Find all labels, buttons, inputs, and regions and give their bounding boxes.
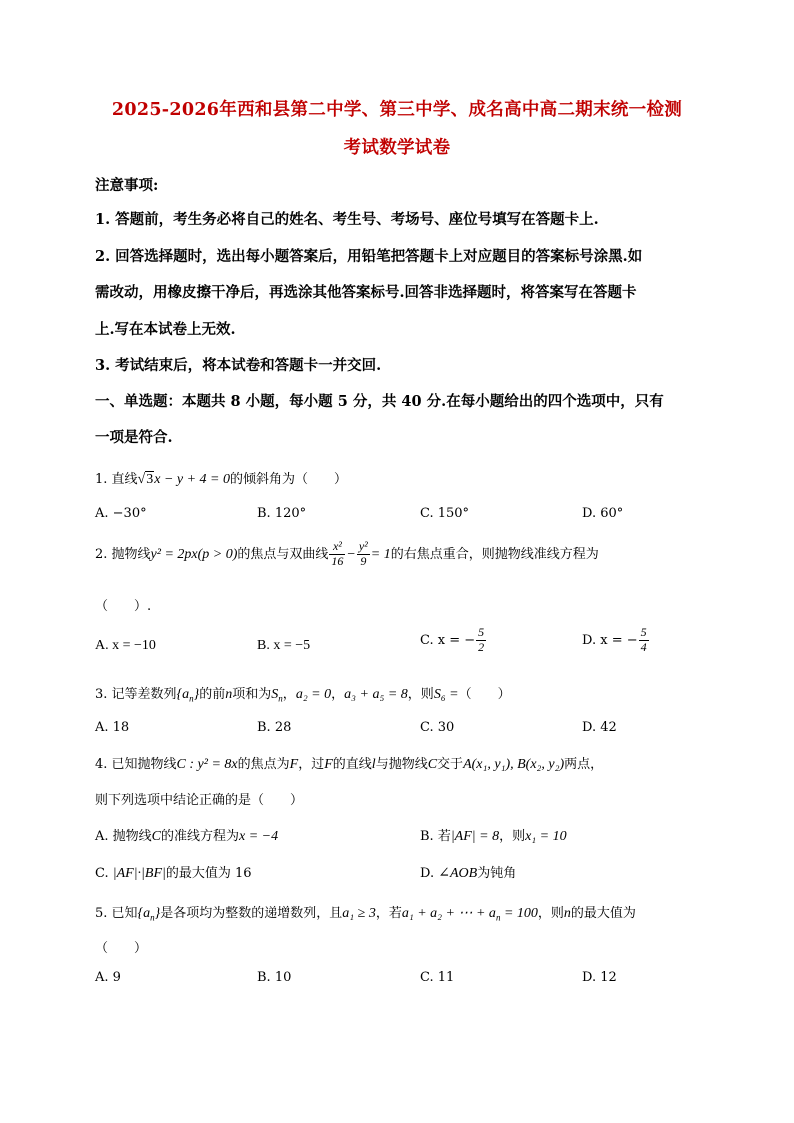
option-label: B. 若: [420, 829, 451, 844]
notice-item-2-line2: 需改动，用橡皮擦干净后，再选涂其他答案标号.回答非选择题时，将答案写在答题卡: [95, 284, 637, 301]
q4-points: A(x₁, y₁), B(x₂, y₂): [463, 757, 565, 772]
option-label: D.: [420, 866, 439, 881]
q3-comma1: ，: [282, 687, 296, 702]
q2-suffix: 的右焦点重合，则抛物线准线方程为: [390, 546, 599, 562]
q4-d-expr: ∠AOB: [438, 866, 478, 881]
q3-cond1: a₂ = 0: [295, 687, 332, 702]
q5-seq-sub: n: [150, 912, 155, 923]
q2-fraction-x: [329, 540, 345, 569]
q5-option-d: D. 12: [582, 970, 617, 985]
q1-suffix: 的倾斜角为（ ）: [230, 472, 348, 487]
q2-option-c-fraction: [476, 626, 486, 655]
q1-option-a: A. −30°: [95, 506, 147, 521]
option-label: C. x = −: [420, 632, 476, 648]
q4-line-l: l: [371, 757, 376, 772]
q1-option-b: B. 120°: [257, 506, 307, 521]
fraction-numerator: 5: [640, 625, 647, 639]
fraction-denominator: 2: [478, 639, 485, 654]
q4-a-expr: x = −4: [239, 829, 279, 844]
q2-parabola-expr: y² = 2px(p > 0): [150, 546, 238, 562]
q1-prefix: 1. 直线: [95, 472, 138, 487]
q4-prefix: 4. 已知抛物线: [95, 757, 177, 772]
sqrt-radicand: 3: [146, 472, 154, 487]
q4-text-e: 与抛物线: [375, 757, 428, 772]
q4-b-text: ，则: [499, 829, 526, 844]
q4-option-a: [95, 825, 278, 845]
q3-cond2: a₃ + a₅ = 8: [344, 687, 408, 702]
q2-equals: = 1: [370, 546, 391, 562]
q4-a-curve: C: [151, 829, 161, 844]
q2-option-d-fraction: [639, 626, 649, 655]
fraction-numerator: y²: [358, 539, 368, 553]
q5-seq-end: }: [154, 906, 161, 921]
notice-item-2-line1: 2. 回答选择题时，选出每小题答案后，用铅笔把答题卡上对应题目的答案标号涂黑.如: [95, 248, 643, 265]
q2-prefix: 2. 抛物线: [95, 546, 151, 562]
q3-seq-sub: n: [189, 693, 194, 704]
q3-suffix: （ ）: [458, 687, 511, 702]
q5-mid1: 是各项均为整数的递增数列，且: [160, 906, 343, 921]
q4-option-b: [420, 825, 567, 845]
question-2: [95, 540, 715, 569]
q1-option-d: D. 60°: [582, 506, 624, 521]
q5-cond2-sub: n: [495, 912, 501, 923]
fraction-denominator: 9: [360, 553, 367, 568]
q3-prefix: 3. 记等差数列: [95, 687, 177, 702]
q2-fraction-y: [357, 540, 370, 569]
question-3: [95, 683, 715, 704]
q3-mid1: 的前: [199, 687, 226, 702]
q5-prefix: 5. 已知: [95, 906, 138, 921]
q4-b-expr: |AF| = 8: [450, 829, 500, 844]
q1-expression: x − y + 4 = 0: [154, 472, 231, 487]
q1-sqrt: [138, 472, 155, 488]
q4-focus: F: [289, 757, 299, 772]
q5-seq: {a: [137, 906, 151, 921]
q5-cond2-end: = 100: [500, 906, 538, 921]
q4-parabola: C : y² = 8x: [176, 757, 238, 772]
q5-cond2: a₁ + a₂ + ⋯ + a: [401, 906, 496, 921]
fraction-denominator: 4: [640, 639, 647, 654]
q2-option-b: B. x = −5: [257, 638, 311, 653]
q5-mid2: ，若: [375, 906, 402, 921]
question-5: [95, 902, 715, 923]
q4-text-c: ，过: [298, 757, 325, 772]
q3-option-b: B. 28: [257, 720, 292, 735]
q2-line2: （ ）.: [95, 599, 152, 614]
q4-c-expr: |AF|·|BF|: [112, 866, 166, 881]
q4-text-d: 的直线: [332, 757, 372, 772]
q5-mid3: ，则: [537, 906, 564, 921]
q3-mid2: 项和为: [232, 687, 272, 702]
q4-b-expr2: x₁ = 10: [525, 829, 567, 844]
q5-n: n: [563, 906, 571, 921]
fraction-denominator: 16: [331, 553, 344, 568]
notice-item-2-line3: 上.写在本试卷上无效.: [95, 321, 236, 338]
section1-heading-line1: 一、单选题：本题共 8 小题，每小题 5 分，共 40 分.在每小题给出的四个选项中，只有: [95, 393, 664, 410]
q3-option-c: C. 30: [420, 720, 455, 735]
q3-then: ，则: [407, 687, 434, 702]
q4-line2: 则下列选项中结论正确的是（ ）: [95, 793, 304, 808]
q2-minus: −: [346, 546, 356, 562]
notice-heading: 注意事项:: [95, 177, 159, 194]
exam-title-line1: 2025-2026年西和县第二中学、第三中学、成名高中高二期末统一检测: [111, 100, 683, 120]
exam-title-line2: 考试数学试卷: [343, 138, 451, 158]
option-label: A. 抛物线: [95, 829, 152, 844]
notice-item-3: 3. 考试结束后，将本试卷和答题卡一并交回.: [95, 357, 382, 374]
q3-sn-sub: n: [278, 693, 283, 704]
q3-n: n: [225, 687, 233, 702]
q3-s6: S₆ =: [433, 687, 459, 702]
q5-option-b: B. 10: [257, 970, 292, 985]
q3-option-a: A. 18: [95, 720, 130, 735]
q5-option-a: A. 9: [95, 970, 121, 985]
q4-d-text: 为钝角: [477, 866, 517, 881]
q4-text-b: 的焦点为: [237, 757, 290, 772]
q4-focus-2: F: [324, 757, 333, 772]
q3-sn: S: [271, 687, 279, 702]
q4-a-text: 的准线方程为: [161, 829, 240, 844]
section1-heading-line2: 一项是符合.: [95, 429, 173, 446]
q2-option-a: A. x = −10: [95, 638, 156, 653]
q2-option-c: [420, 626, 487, 655]
q2-option-d: [582, 626, 650, 655]
fraction-numerator: 5: [478, 625, 485, 639]
q4-option-c: [95, 862, 252, 882]
q2-mid: 的焦点与双曲线: [237, 546, 329, 562]
q5-line2: （ ）: [95, 941, 148, 956]
fraction-numerator: x²: [329, 540, 345, 555]
q5-cond1: a₁ ≥ 3: [342, 906, 376, 921]
q4-text-g: 两点，: [564, 757, 604, 772]
q5-option-c: C. 11: [420, 970, 455, 985]
q3-seq-end: }: [193, 687, 200, 702]
q4-text-f: 交于: [437, 757, 464, 772]
q4-option-d: [420, 862, 516, 882]
q5-suffix: 的最大值为: [570, 906, 636, 921]
question-1: [95, 468, 715, 488]
q4-c-text: 的最大值为 16: [165, 866, 252, 881]
q1-option-c: C. 150°: [420, 506, 470, 521]
q3-comma2: ，: [331, 687, 345, 702]
notice-item-1: 1. 答题前，考生务必将自己的姓名、考生号、考场号、座位号填写在答题卡上.: [95, 211, 599, 228]
sqrt-symbol: √: [137, 472, 146, 487]
q3-seq: {a: [176, 687, 190, 702]
question-4: [95, 753, 735, 773]
q4-curve-c: C: [427, 757, 438, 772]
q3-option-d: D. 42: [582, 720, 617, 735]
option-label: C.: [95, 866, 113, 881]
option-label: D. x = −: [582, 632, 638, 648]
